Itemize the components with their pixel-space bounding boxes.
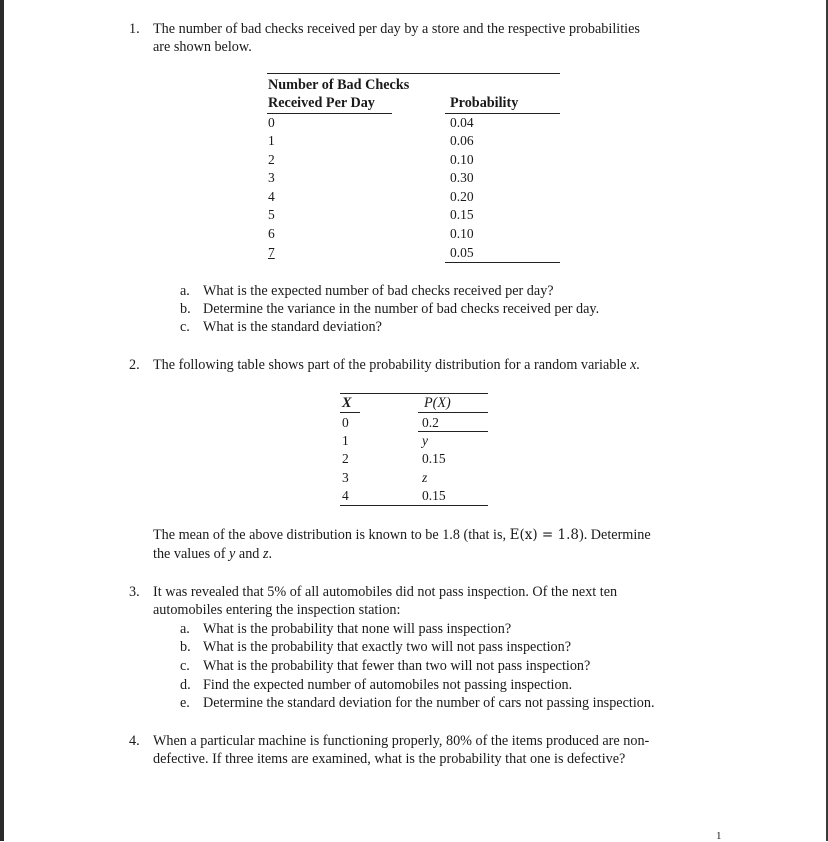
followup-text: The mean of the above distribution is known to be 1.8 (that is, xyxy=(153,527,510,543)
question-1-text-line2: are shown below. xyxy=(153,39,252,55)
table2-header-underline-right xyxy=(418,412,488,413)
table-row xyxy=(268,132,275,150)
table-cell-p: 0.06 xyxy=(450,133,474,148)
table2-cell-x: 1 xyxy=(342,433,349,448)
question-1-part-text: What is the expected number of bad checks received per day? xyxy=(203,283,554,299)
table-cell-x: 0 xyxy=(268,115,275,130)
table2-cell-x: 4 xyxy=(342,488,349,503)
table2-cell-p: 0.15 xyxy=(422,451,446,466)
table2-bottom-rule xyxy=(340,505,488,506)
followup-text: the values of xyxy=(153,546,230,562)
question-4-number: 4. xyxy=(129,733,140,749)
question-3-part-text: Find the expected number of automobiles not passing inspection. xyxy=(203,677,573,693)
table-row xyxy=(268,169,275,187)
question-2-variable: x. xyxy=(630,357,640,373)
table-row xyxy=(450,188,474,206)
table2-cell-p: 0.2 xyxy=(422,415,439,430)
question-1-part-label: c. xyxy=(180,319,190,335)
table2-cell-x: 2 xyxy=(342,451,349,466)
table2-cell-p: z xyxy=(422,470,428,485)
question-3-part-text: What is the probability that fewer than two will not pass inspection? xyxy=(203,658,591,674)
question-3-text-line1: It was revealed that 5% of all automobiles did not pass inspection. Of the next ten xyxy=(153,584,618,600)
table-cell-x: 3 xyxy=(268,170,275,185)
table2-row xyxy=(342,487,349,505)
table2-row xyxy=(422,414,439,432)
table-row xyxy=(450,151,474,169)
question-3-part-text: Determine the standard deviation for the number of cars not passing inspection. xyxy=(203,695,655,711)
question-1-part-label: a. xyxy=(180,283,190,299)
question-3-part-text: What is the probability that none will pass inspection? xyxy=(203,621,512,637)
question-2-followup-line2 xyxy=(153,546,272,563)
question-4-text-line1: When a particular machine is functioning properly, 80% of the items produced are non- xyxy=(153,733,650,749)
question-2-text xyxy=(153,357,640,374)
table-cell-x: 1 xyxy=(268,133,275,148)
question-3-number: 3. xyxy=(129,584,140,600)
question-3-part-label: b. xyxy=(180,639,191,655)
table-row xyxy=(268,188,275,206)
page-border-left xyxy=(0,0,4,841)
question-3-part-text: What is the probability that exactly two will not pass inspection? xyxy=(203,639,572,655)
table-cell-x: 5 xyxy=(268,207,275,222)
followup-text: . xyxy=(268,546,273,562)
variable-y: y xyxy=(229,546,236,562)
table-row xyxy=(268,206,275,224)
table2-header-left: X xyxy=(342,395,352,411)
question-3-part-label: e. xyxy=(180,695,190,711)
table-cell-x: 4 xyxy=(268,189,275,204)
table-cell-x: 6 xyxy=(268,226,275,241)
table-cell-p: 0.15 xyxy=(450,207,474,222)
question-3-part-label: c. xyxy=(180,658,190,674)
table-header-right: Probability xyxy=(450,95,519,111)
table-row xyxy=(268,151,275,169)
question-1-number: 1. xyxy=(129,21,140,37)
question-1-part-text: What is the standard deviation? xyxy=(203,319,382,335)
variable-z: z xyxy=(262,546,269,562)
table-cell-p: 0.05 xyxy=(450,245,474,260)
table2-row xyxy=(422,469,427,487)
table-row xyxy=(450,244,474,262)
question-3-part-label: d. xyxy=(180,677,191,693)
table2-cell-x: 0 xyxy=(342,415,349,430)
table2-row xyxy=(422,487,446,505)
table-header-left-line2: Received Per Day xyxy=(268,95,375,111)
table2-row xyxy=(422,432,428,450)
table-row xyxy=(268,244,275,262)
table2-row-rule xyxy=(418,431,488,432)
table2-row xyxy=(342,450,349,468)
table-cell-p: 0.10 xyxy=(450,226,474,241)
table-cell-p: 0.04 xyxy=(450,115,474,130)
followup-text: and xyxy=(235,546,263,562)
table-header-left-line1: Number of Bad Checks xyxy=(268,77,410,93)
table2-row xyxy=(342,469,349,487)
page-number: 1 xyxy=(716,830,722,842)
question-2-number: 2. xyxy=(129,357,140,373)
question-1-text-line1: The number of bad checks received per day by a store and the respective probabilities xyxy=(153,21,640,37)
table-row xyxy=(268,114,275,132)
table-cell-p: 0.20 xyxy=(450,189,474,204)
table-row xyxy=(450,114,474,132)
table-top-rule xyxy=(267,73,560,74)
table2-top-rule xyxy=(340,393,488,394)
table2-cell-p: y xyxy=(422,433,428,448)
followup-text: ). Determine xyxy=(578,527,651,543)
table2-cell-p: 0.15 xyxy=(422,488,446,503)
table2-header-underline-left xyxy=(340,412,360,413)
table-row xyxy=(450,206,474,224)
question-1-part-text: Determine the variance in the number of bad checks received per day. xyxy=(203,301,600,317)
table2-row xyxy=(342,432,349,450)
table-cell-x: 7 xyxy=(268,245,275,260)
table-cell-p: 0.10 xyxy=(450,152,474,167)
table2-header-right: P(X) xyxy=(424,395,451,411)
table-row xyxy=(450,225,474,243)
table-row xyxy=(268,225,275,243)
question-2-text-main: The following table shows part of the probability distribution for a random variable xyxy=(153,357,631,373)
table2-row xyxy=(422,450,446,468)
question-2-followup-line1 xyxy=(153,527,651,544)
table-row xyxy=(450,132,474,150)
table-cell-p: 0.30 xyxy=(450,170,474,185)
question-3-text-line2: automobiles entering the inspection station: xyxy=(153,602,401,618)
table-bottom-rule xyxy=(445,262,560,263)
table-cell-x: 2 xyxy=(268,152,275,167)
question-4-text-line2: defective. If three items are examined, what is the probability that one is defective? xyxy=(153,751,626,767)
question-1-part-label: b. xyxy=(180,301,191,317)
mean-formula: E(x) = 1.8 xyxy=(509,527,579,543)
table2-row xyxy=(342,414,349,432)
table-header-underline-left xyxy=(267,113,392,114)
table2-cell-x: 3 xyxy=(342,470,349,485)
table-row xyxy=(450,169,474,187)
question-3-part-label: a. xyxy=(180,621,190,637)
